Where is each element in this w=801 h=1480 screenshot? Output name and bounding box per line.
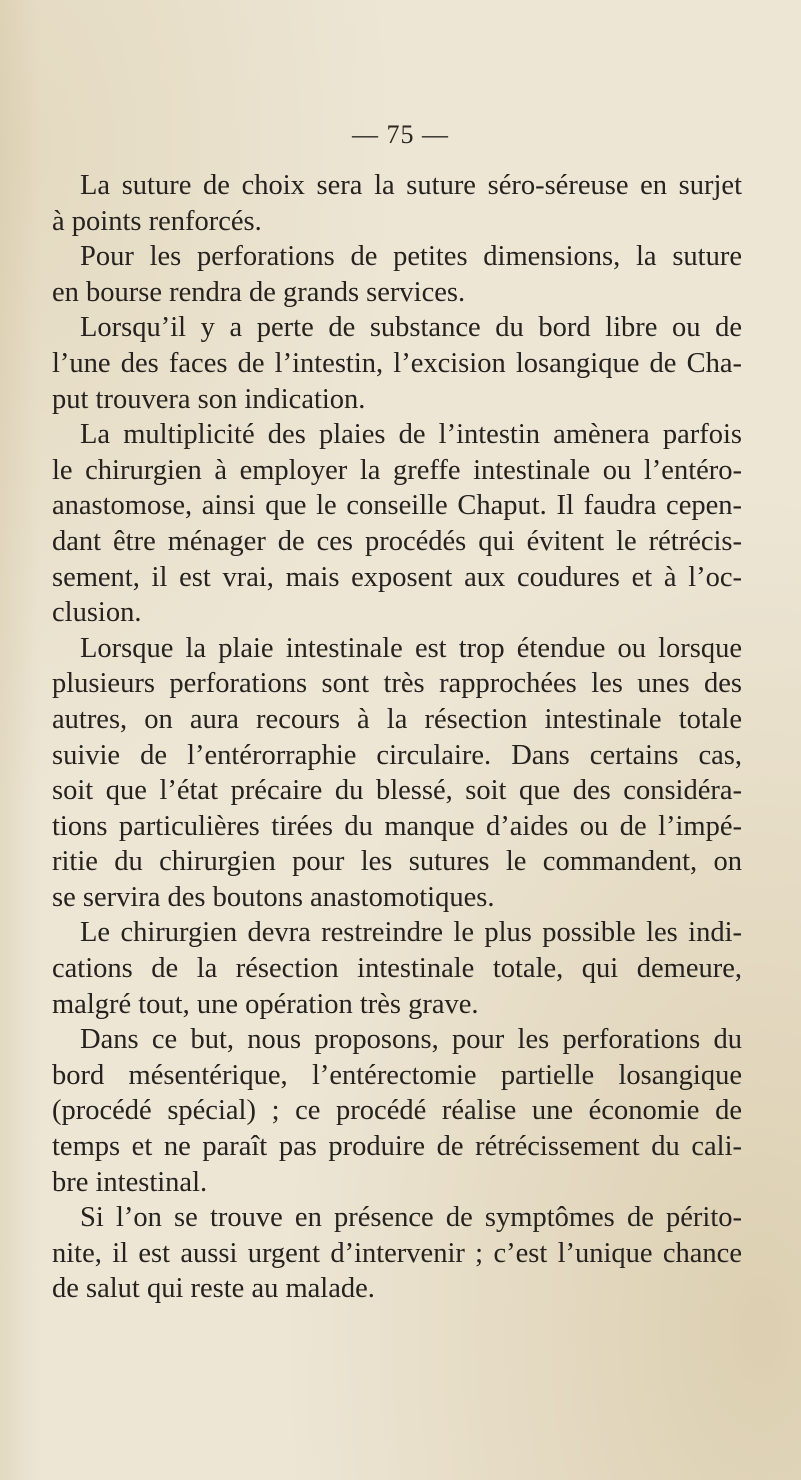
paragraph <box>52 239 742 310</box>
text-line: autres, on aura recours à la résection intestinale totale <box>52 703 742 735</box>
text-line: bre intestinal. <box>52 1166 208 1198</box>
paragraph <box>52 168 742 239</box>
text-line: Le chirurgien devra restreindre le plus possible les indi- <box>80 917 742 949</box>
text-line: à points renforcés. <box>52 205 262 237</box>
text-line: Dans ce but, nous proposons, pour les perforations du <box>80 1024 742 1056</box>
text-line: tions particulières tirées du manque d’aides ou de l’impé- <box>52 810 742 842</box>
paragraph <box>52 310 742 417</box>
text-line: temps et ne paraît pas produire de rétrécissement du cali- <box>52 1131 742 1163</box>
text-line: ritie du chirurgien pour les sutures le commandent, on <box>52 846 742 878</box>
paragraph <box>52 417 742 631</box>
text-line: cations de la résection intestinale totale, qui demeure, <box>52 953 742 985</box>
text-line: le chirurgien à employer la greffe intestinale ou l’entéro- <box>52 454 742 486</box>
text-line: clusion. <box>52 597 142 629</box>
paragraph <box>52 1200 742 1307</box>
text-line: bord mésentérique, l’entérectomie partielle losangique <box>52 1059 742 1091</box>
text-line: anastomose, ainsi que le conseille Chaput. Il faudra cepen- <box>52 490 742 522</box>
text-line: La suture de choix sera la suture séro-séreuse en surjet <box>80 170 742 201</box>
paragraph <box>52 1022 742 1200</box>
text-line: Lorsqu’il y a perte de substance du bord libre ou de <box>80 312 742 344</box>
text-line: dant être ménager de ces procédés qui évitent le rétrécis- <box>52 525 742 557</box>
text-line: Pour les perforations de petites dimensions, la suture <box>80 241 742 273</box>
text-line: Si l’on se trouve en présence de symptômes de périto- <box>80 1202 742 1234</box>
text-line: en bourse rendra de grands services. <box>52 276 466 308</box>
page-number: — 75 — <box>352 120 449 149</box>
text-line: soit que l’état précaire du blessé, soit que des considéra- <box>52 775 742 807</box>
body-text <box>52 168 742 1307</box>
text-line: put trouvera son indication. <box>52 383 366 415</box>
text-line: de salut qui reste au malade. <box>52 1273 375 1305</box>
text-line: La multiplicité des plaies de l’intestin amènera parfois <box>80 419 742 451</box>
text-line: sement, il est vrai, mais exposent aux coudures et à l’oc- <box>52 561 742 593</box>
text-line: plusieurs perforations sont très rapprochées les unes des <box>52 668 742 700</box>
text-line: (procédé spécial) ; ce procédé réalise une économie de <box>52 1095 742 1127</box>
text-line: se servira des boutons anastomotiques. <box>52 881 495 913</box>
paragraph <box>52 631 742 916</box>
text-line: nite, il est aussi urgent d’intervenir ; c’est l’unique chance <box>52 1237 742 1269</box>
text-line: l’une des faces de l’intestin, l’excision losangique de Cha- <box>52 347 742 379</box>
paragraph <box>52 915 742 1022</box>
text-line: malgré tout, une opération très grave. <box>52 988 479 1020</box>
text-line: suivie de l’entérorraphie circulaire. Dans certains cas, <box>52 739 742 771</box>
text-line: Lorsque la plaie intestinale est trop étendue ou lorsque <box>80 632 742 664</box>
